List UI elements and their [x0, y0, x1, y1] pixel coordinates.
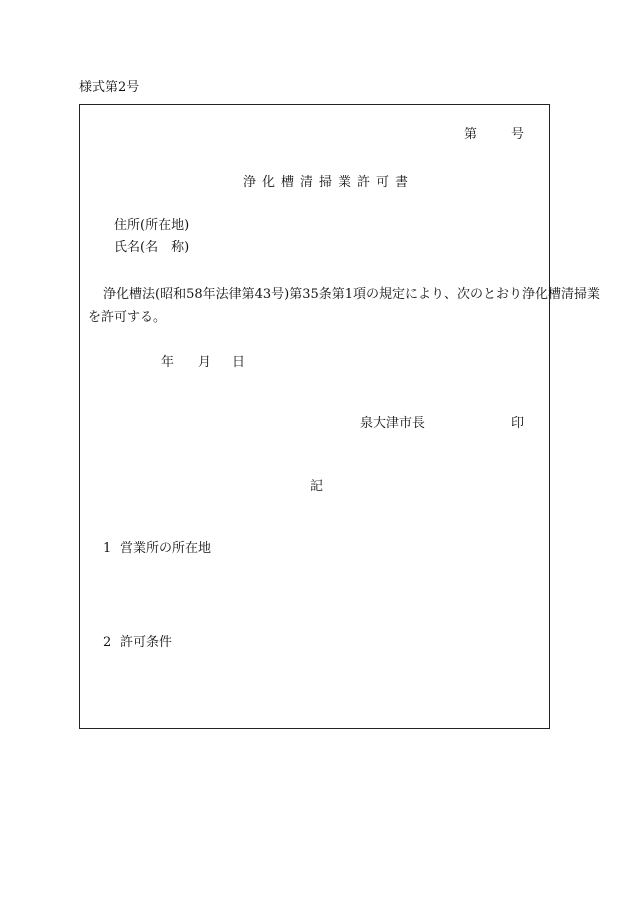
address-label: 住所(所在地) [114, 218, 190, 233]
number-go: 号 [511, 127, 525, 142]
issuer-title: 泉大津市長 [360, 416, 426, 431]
date-day: 日 [232, 355, 246, 370]
item-2-number: 2 [103, 635, 112, 650]
date-year: 年 [161, 355, 175, 370]
form-number-label: 様式第2号 [79, 80, 140, 95]
seal-mark: 印 [511, 416, 525, 431]
date-month: 月 [198, 355, 212, 370]
item-1-label: 営業所の所在地 [120, 541, 212, 556]
number-dai: 第 [464, 127, 478, 142]
body-text-line-1: 浄化槽法(昭和58年法律第43号)第35条第1項の規定により、次のとおり浄化槽清掃業 [103, 287, 601, 302]
item-2-label: 許可条件 [120, 635, 173, 650]
document-title: 浄化槽清掃業許可書 [243, 175, 415, 190]
item-1-number: 1 [103, 541, 112, 556]
body-text-line-2: を許可する。 [88, 310, 167, 325]
ki-heading: 記 [310, 479, 324, 494]
name-label: 氏名(名 称) [114, 240, 190, 255]
